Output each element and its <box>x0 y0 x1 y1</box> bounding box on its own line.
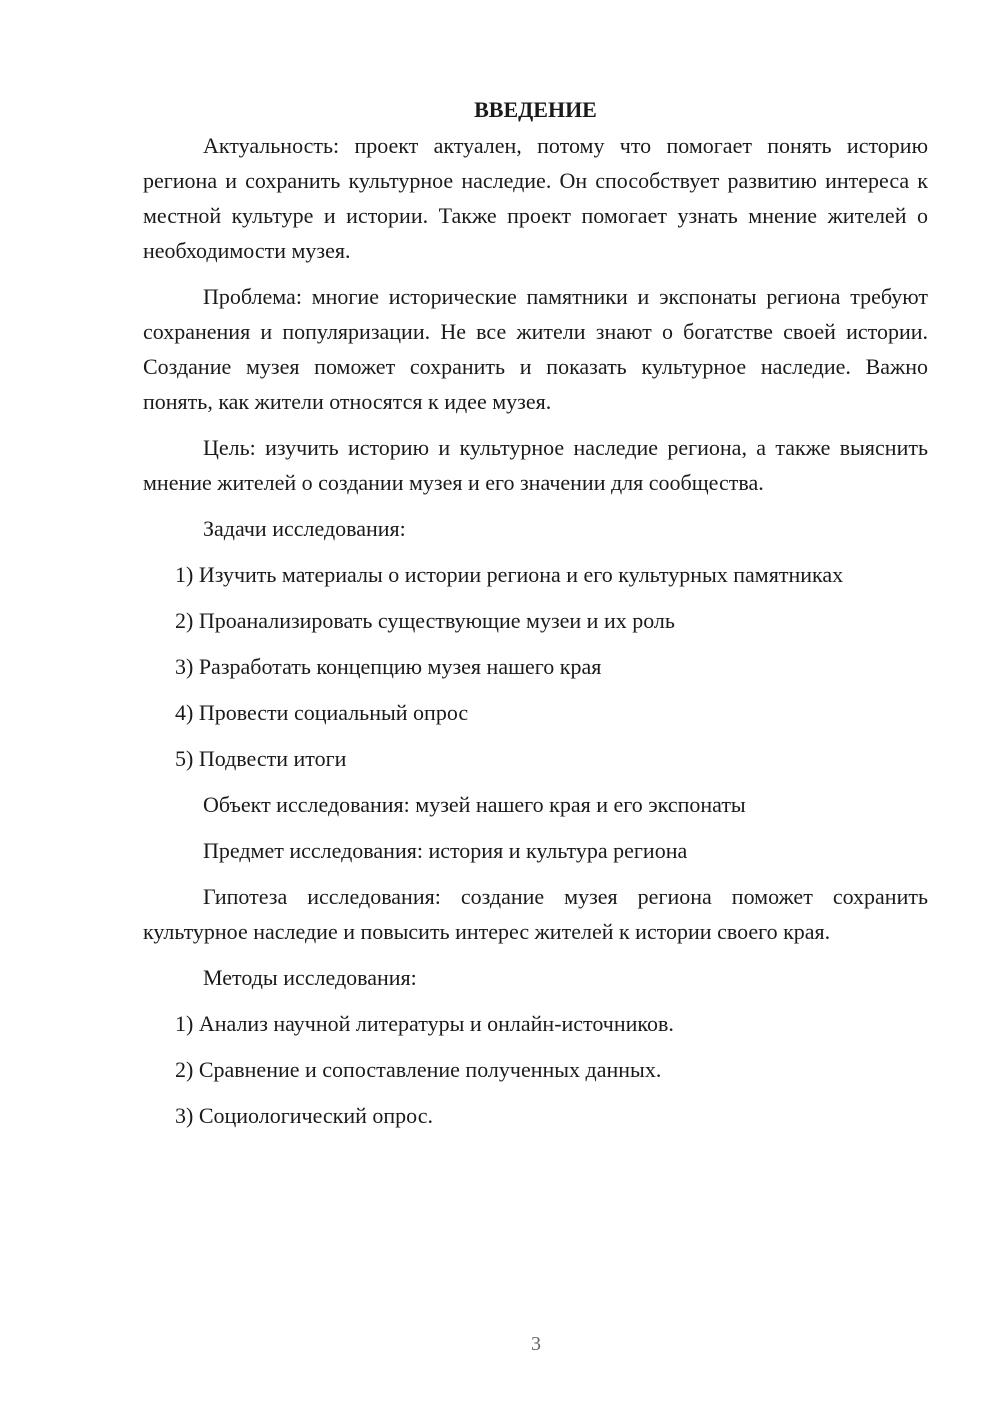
task-item: 4) Провести социальный опрос <box>175 700 469 725</box>
hypothesis-paragraph: Гипотеза исследования: создание музея региона поможет сохранить культурное наследие и повысить интерес жителей к истории своего края. <box>143 884 928 944</box>
goal-paragraph: Цель: изучить историю и культурное наследие региона, а также выяснить мнение жителей о создании музея и его значении для сообщества. <box>143 435 928 495</box>
method-item: 3) Социологический опрос. <box>175 1103 433 1128</box>
task-item: 2) Проанализировать существующие музеи и их роль <box>175 608 675 633</box>
method-item: 2) Сравнение и сопоставление полученных данных. <box>175 1057 662 1082</box>
research-object: Объект исследования: музей нашего края и его экспонаты <box>203 792 746 817</box>
tasks-list <box>143 557 928 776</box>
task-item: 3) Разработать концепцию музея нашего края <box>175 654 602 679</box>
tasks-heading: Задачи исследования: <box>203 516 406 541</box>
page-number: 3 <box>531 1333 541 1355</box>
task-item: 5) Подвести итоги <box>175 746 347 771</box>
section-heading: ВВЕДЕНИЕ <box>474 97 597 122</box>
relevance-paragraph: Актуальность: проект актуален, потому что помогает понять историю региона и сохранить культурное наследие. Он способствует развитию интереса к местной культуре и истории. Также проект помогает узнать мнение жителей о необходимости музея. <box>143 133 928 263</box>
methods-heading: Методы исследования: <box>203 965 417 990</box>
research-subject: Предмет исследования: история и культура региона <box>203 838 688 863</box>
task-item: 1) Изучить материалы о истории региона и его культурных памятниках <box>175 562 844 587</box>
methods-list <box>143 1006 928 1133</box>
page-content <box>143 93 928 1144</box>
method-item: 1) Анализ научной литературы и онлайн-источников. <box>175 1011 674 1036</box>
problem-paragraph: Проблема: многие исторические памятники и экспонаты региона требуют сохранения и популяризации. Не все жители знают о богатстве своей истории. Создание музея поможет сохранить и показать культурное наследие. Важно понять, как жители относятся к идее музея. <box>143 284 928 414</box>
